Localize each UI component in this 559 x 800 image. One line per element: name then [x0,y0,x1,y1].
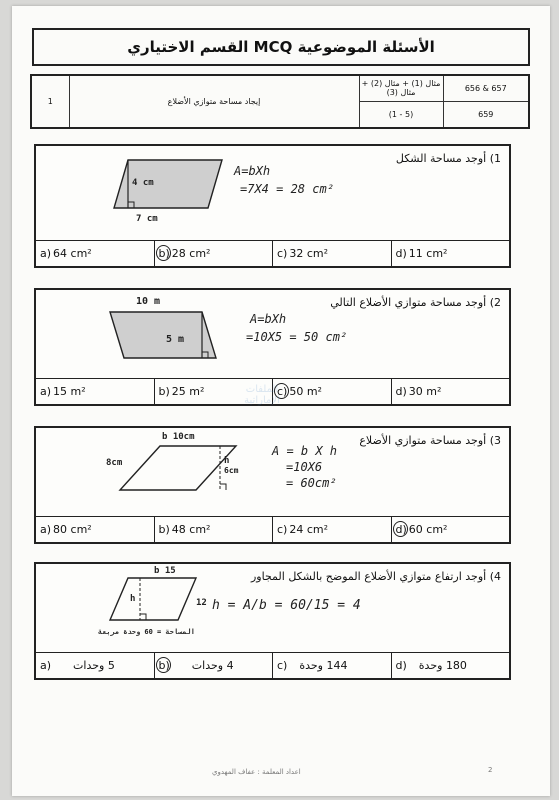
question-1-height-label: 4 cm [132,178,154,188]
question-3-figure [36,428,256,518]
question-3-options [36,516,509,542]
lesson-range: (1 - 5) [359,101,443,128]
question-3-height-value: 6cm [224,466,239,475]
question-3 [34,426,511,544]
question-4-prompt: 4) أوجد ارتفاع متوازي الأضلاع الموضح بالشكل المجاور [250,570,501,583]
worksheet-page [12,6,550,796]
question-2-base-label: 10 m [136,296,161,307]
option-d-circled[interactable]: d) 60 cm² [395,523,448,536]
lesson-pages-top: 656 & 657 [443,75,529,101]
option-b-circled[interactable]: b) 28 cm² [155,241,274,266]
lesson-pages-bottom: 659 [443,101,529,128]
question-1-base-label: 7 cm [136,214,158,224]
question-4-options [36,652,509,678]
lesson-reference-table [30,74,530,129]
question-1 [34,144,511,268]
option-c[interactable]: c) 144 وحدة [273,653,392,678]
option-a[interactable]: a) 64 cm² [36,241,155,266]
question-3-height-label: h [224,456,230,466]
question-2-work-line-1: A=bXh [250,312,287,326]
question-2-prompt: 2) أوجد مساحة متوازي الأضلاع التالي [330,296,501,309]
option-b-circled[interactable]: b) 4 وحدات [155,653,274,678]
option-c[interactable]: c) 24 cm² [273,517,392,542]
page-title: الأسئلة الموضوعية MCQ القسم الاختياري [32,28,530,66]
lesson-name: إيجاد مساحة متوازي الأضلاع [69,75,359,128]
option-c-circled[interactable]: c) 50 m² [273,379,392,404]
question-1-work-line-1: A=bXh [234,164,271,178]
option-a[interactable]: a) 15 m² [36,379,155,404]
question-1-figure [36,146,236,242]
option-b[interactable]: b) 25 m² [155,379,274,404]
question-4-height-label: h [130,594,136,604]
question-1-work-line-2: =7X4 = 28 cm² [240,182,334,196]
question-4-work: h = A/b = 60/15 = 4 [212,598,361,613]
question-3-work-line-3: = 60cm² [286,476,337,490]
question-1-options [36,240,509,266]
question-4-side-label: 12 [196,598,207,608]
option-a[interactable]: a) 80 cm² [36,517,155,542]
question-2-work-line-2: =10X5 = 50 cm² [246,330,348,344]
question-4-base-label: b 15 [154,566,176,576]
page-number: 2 [488,766,493,774]
question-2-height-label: 5 m [166,334,185,345]
option-d[interactable]: d) 11 cm² [395,247,448,260]
option-d[interactable]: d) 30 m² [395,385,442,398]
question-3-side-label: 8cm [106,458,123,468]
watermark: الملفات الإماراتية [244,384,280,406]
page-footer: اعداد المعلمة : عفاف المهدوي [212,768,301,776]
option-d[interactable]: d) 180 وحدة [395,659,467,672]
option-a[interactable]: a) 5 وحدات [36,653,155,678]
question-1-prompt: 1) أوجد مساحة الشكل [395,152,501,165]
option-b[interactable]: b) 48 cm² [155,517,274,542]
question-4-figure [36,564,236,654]
option-c[interactable]: c) 32 cm² [273,241,392,266]
question-4-area-label: المساحة = 60 وحدة مربعة [98,628,195,636]
question-4 [34,562,511,680]
question-3-work-line-1: A = b X h [272,444,338,458]
question-3-base-label: b 10cm [162,432,195,442]
question-3-prompt: 3) أوجد مساحة متوازي الأضلاع [359,434,501,447]
question-3-work-line-2: =10X6 [286,460,323,474]
lesson-number: 1 [31,75,69,128]
lesson-examples: مثال (1) + مثال (2) + مثال (3) [359,75,443,101]
